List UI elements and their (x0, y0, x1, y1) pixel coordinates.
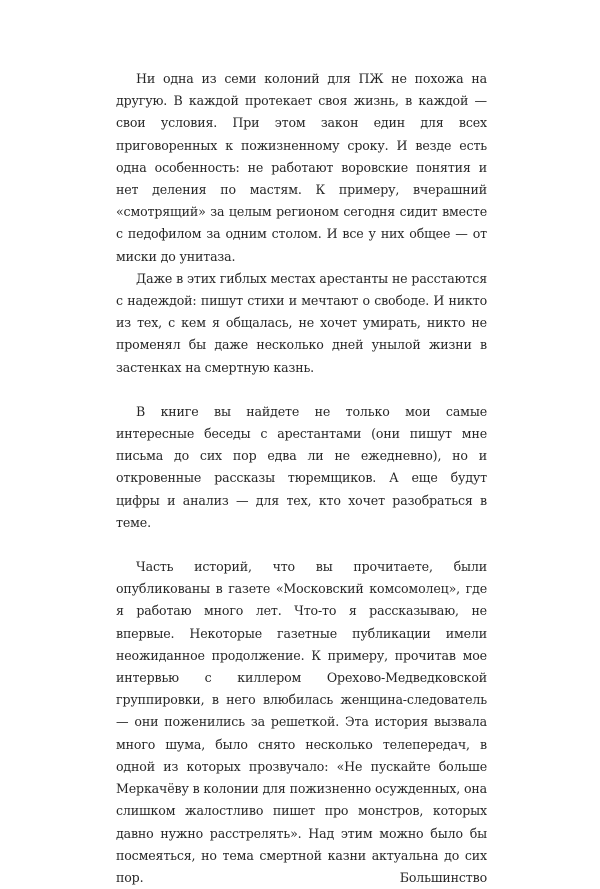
paragraph-colonies: Ни одна из семи колоний для ПЖ не похожа на другую. В каждой протекает своя жизнь, в каждой — свои условия. При этом закон един для всех приговоренных к пожизненному сроку. И везде есть одна особенность: не работают воровские понятия и нет деления по мастям. К примеру, вчерашний «смотрящий» за целым регионом сегодня сидит вместе с педофилом за одним столом. И все у них общее — от миски до унитаза. (116, 71, 487, 264)
page-body (116, 68, 487, 889)
paragraph-book-contents: В книге вы найдете не только мои самые интересные беседы с арестантами (они пишут мне письма до сих пор едва ли не ежедневно), но и откровенные рассказы тюремщиков. А еще будут цифры и анализ — для тех, кто хочет разобраться в теме. (116, 403, 487, 530)
paragraph-spacer (116, 379, 487, 401)
paragraph-publications: Часть историй, что вы прочитаете, были опубликованы в газете «Московский комсомолец», где я работаю много лет. Что-то я рассказываю, не впервые. Некоторые газетные публикации имели неожиданное продолжение. К примеру, прочитав мое интервью с киллером Орехово-Медведковской группировки, в него влюбилась женщина-следователь — они поженились за решеткой. Эта история вызвала много шума, было снято несколько телепередач, в одной из которых прозвучало: «Не пускайте больше Меркачёву в колонии для пожизненно осужденных, она слишком жалостливо пишет про монстров, которых давно нужно расстрелять». Над этим можно было бы посмеяться, но тема смертной казни актуальна до сих пор. Большинство (116, 559, 487, 885)
paragraph-spacer (116, 534, 487, 556)
paragraph-hope: Даже в этих гиблых местах арестанты не расстаются с надеждой: пишут стихи и мечтают о свободе. И никто из тех, с кем я общалась, не хочет умирать, никто не променял бы даже несколько дней унылой жизни в застенках на смертную казнь. (116, 270, 487, 375)
